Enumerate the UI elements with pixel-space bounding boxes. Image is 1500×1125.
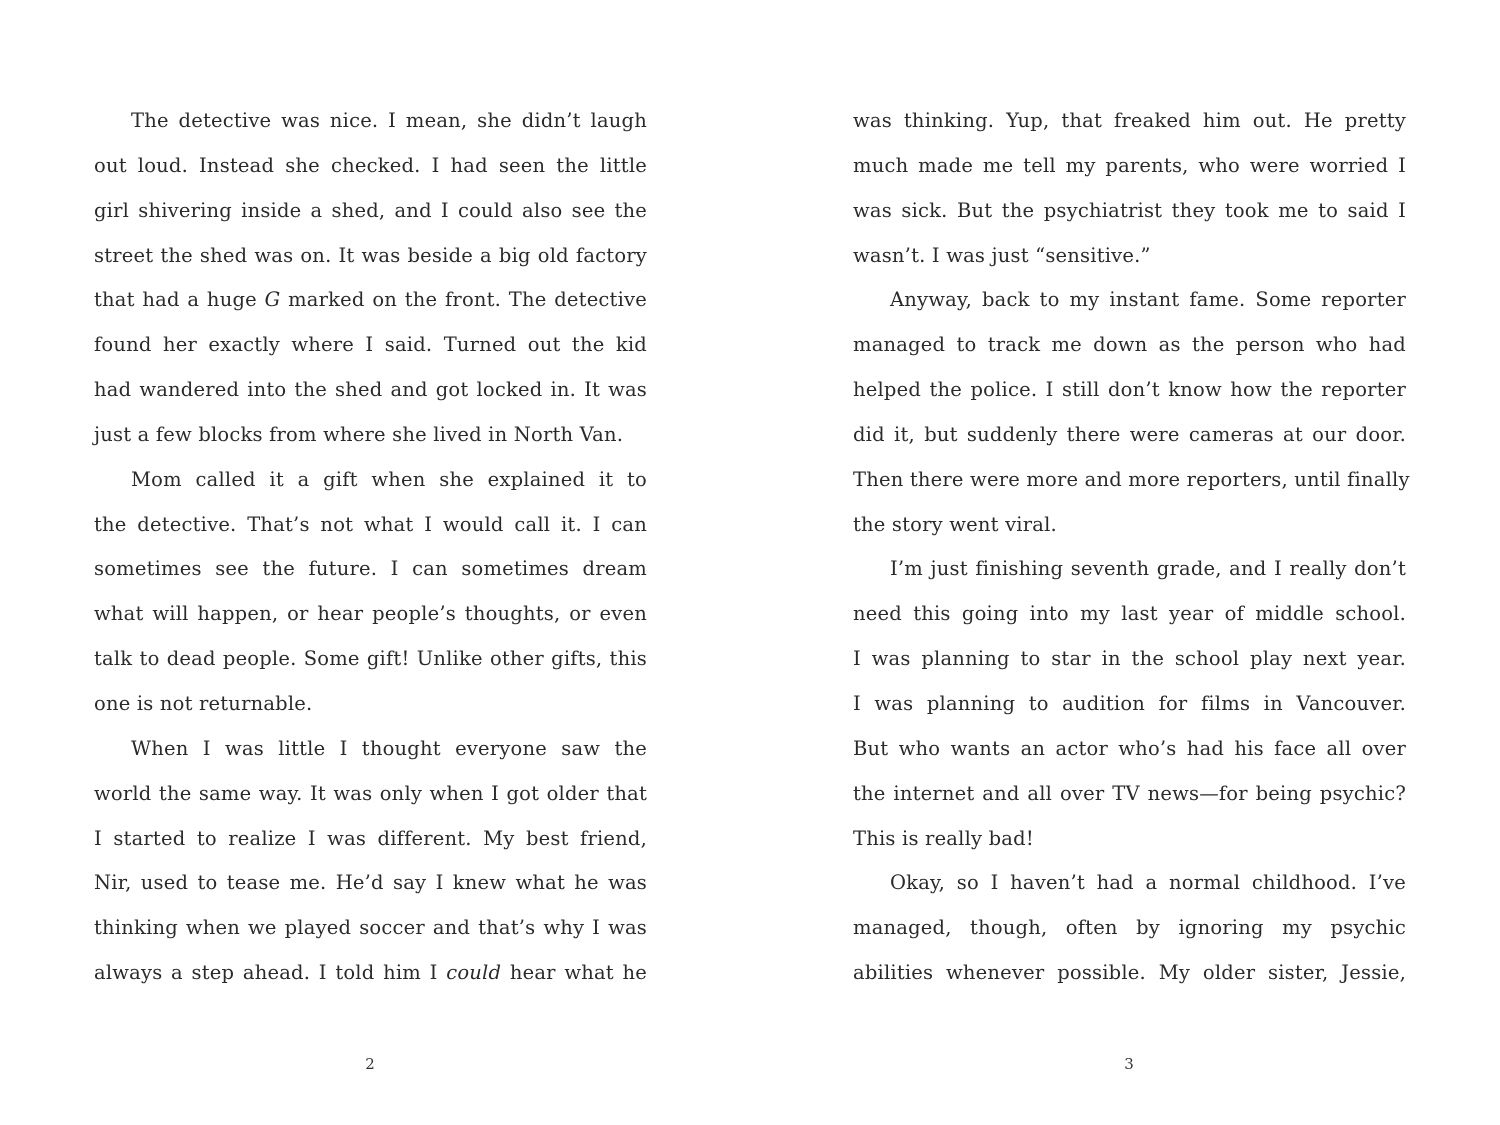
italic-text: could	[446, 961, 502, 985]
text-segment: found her exactly where I said. Turned out the kid	[94, 333, 647, 357]
text-segment: what will happen, or hear people’s thoughts, or even	[94, 602, 647, 626]
text-segment: had wandered into the shed and got locked in. It was	[94, 378, 647, 402]
text-segment: hear what he	[501, 961, 647, 985]
text-segment: thinking when we played soccer and that’s why I was	[94, 916, 647, 940]
text-line	[853, 323, 1406, 368]
left-page-number: 2	[365, 1055, 375, 1073]
text-segment: out loud. Instead she checked. I had seen the little	[94, 153, 647, 177]
text-line	[94, 861, 647, 906]
text-line	[94, 817, 647, 862]
text-line	[94, 144, 647, 189]
text-segment: always a step ahead. I told him I	[94, 961, 447, 985]
text-segment: was sick. But the psychiatrist they took me to said I	[853, 198, 1406, 222]
text-line	[94, 189, 647, 234]
text-segment: I was planning to audition for films in Vancouver.	[853, 691, 1406, 715]
text-segment: the story went viral.	[853, 512, 1057, 536]
right-page	[750, 0, 1500, 1125]
text-segment: sometimes see the future. I can sometimes dream	[94, 557, 647, 581]
text-segment: Okay, so I haven’t had a normal childhood. I’ve	[890, 871, 1406, 895]
text-segment: helped the police. I still don’t know how the reporter	[853, 378, 1406, 402]
italic-text: G	[264, 288, 281, 312]
text-line	[94, 234, 647, 279]
text-line	[853, 144, 1406, 189]
text-line	[94, 951, 647, 996]
text-line	[853, 817, 1406, 862]
text-segment: Nir, used to tease me. He’d say I knew what he was	[94, 871, 647, 895]
text-line	[94, 727, 647, 772]
text-segment: that had a huge	[94, 288, 265, 312]
text-line	[853, 592, 1406, 637]
text-line	[853, 458, 1410, 503]
text-segment: marked on the front. The detective	[280, 288, 647, 312]
text-segment: street the shed was on. It was beside a big old factory	[94, 243, 647, 267]
right-page-number: 3	[1124, 1055, 1134, 1073]
text-segment: This is really bad!	[853, 826, 1034, 850]
text-line	[853, 547, 1406, 592]
text-segment: Then there were more and more reporters, until finally	[853, 467, 1410, 491]
text-line	[853, 682, 1406, 727]
text-segment: Mom called it a gift when she explained it to	[131, 467, 647, 491]
text-line	[94, 278, 647, 323]
text-line	[94, 413, 647, 458]
text-segment: much made me tell my parents, who were worried I	[853, 153, 1406, 177]
text-line	[94, 368, 647, 413]
text-segment: abilities whenever possible. My older sister, Jessie,	[853, 961, 1406, 985]
text-line	[94, 592, 647, 637]
text-line	[94, 547, 647, 592]
text-segment: Anyway, back to my instant fame. Some reporter	[890, 288, 1406, 312]
text-segment: was thinking. Yup, that freaked him out. He pretty	[853, 109, 1406, 132]
text-line	[94, 772, 647, 817]
text-segment: managed to track me down as the person who had	[853, 333, 1406, 357]
text-line	[853, 951, 1406, 996]
text-segment: world the same way. It was only when I got older that	[94, 781, 647, 805]
text-line	[853, 503, 1406, 548]
text-segment: the detective. That’s not what I would call it. I can	[94, 512, 647, 536]
text-line	[853, 413, 1406, 458]
left-page-text	[94, 99, 647, 996]
text-segment: When I was little I thought everyone saw the	[131, 736, 647, 760]
text-segment: I was planning to star in the school play next year.	[853, 647, 1406, 671]
text-segment: girl shivering inside a shed, and I could also see the	[94, 198, 647, 222]
text-segment: the internet and all over TV news—for being psychic?	[853, 781, 1406, 805]
text-line	[94, 503, 647, 548]
text-segment: wasn’t. I was just “sensitive.”	[853, 243, 1151, 267]
text-line	[853, 99, 1406, 144]
text-line	[94, 323, 647, 368]
text-line	[853, 278, 1406, 323]
text-line	[853, 637, 1406, 682]
text-line	[853, 189, 1406, 234]
text-line	[853, 727, 1406, 772]
text-line	[853, 772, 1406, 817]
text-line	[853, 906, 1406, 951]
text-segment: But who wants an actor who’s had his face all over	[853, 736, 1406, 760]
text-segment: The detective was nice. I mean, she didn’t laugh	[131, 109, 647, 132]
text-line	[94, 906, 647, 951]
text-segment: need this going into my last year of middle school.	[853, 602, 1406, 626]
text-line	[94, 637, 647, 682]
text-segment: talk to dead people. Some gift! Unlike other gifts, this	[94, 647, 647, 671]
text-line	[853, 368, 1406, 413]
text-segment: just a few blocks from where she lived in North Van.	[94, 422, 624, 446]
text-line	[94, 99, 647, 144]
text-line	[853, 234, 1406, 279]
text-segment: I’m just finishing seventh grade, and I really don’t	[890, 557, 1406, 581]
text-segment: one is not returnable.	[94, 691, 313, 715]
right-page-text	[853, 99, 1410, 996]
text-segment: did it, but suddenly there were cameras at our door.	[853, 422, 1406, 446]
text-line	[94, 682, 647, 727]
text-segment: I started to realize I was different. My best friend,	[94, 826, 647, 850]
text-line	[853, 861, 1406, 906]
text-segment: managed, though, often by ignoring my psychic	[853, 916, 1406, 940]
text-line	[94, 458, 647, 503]
